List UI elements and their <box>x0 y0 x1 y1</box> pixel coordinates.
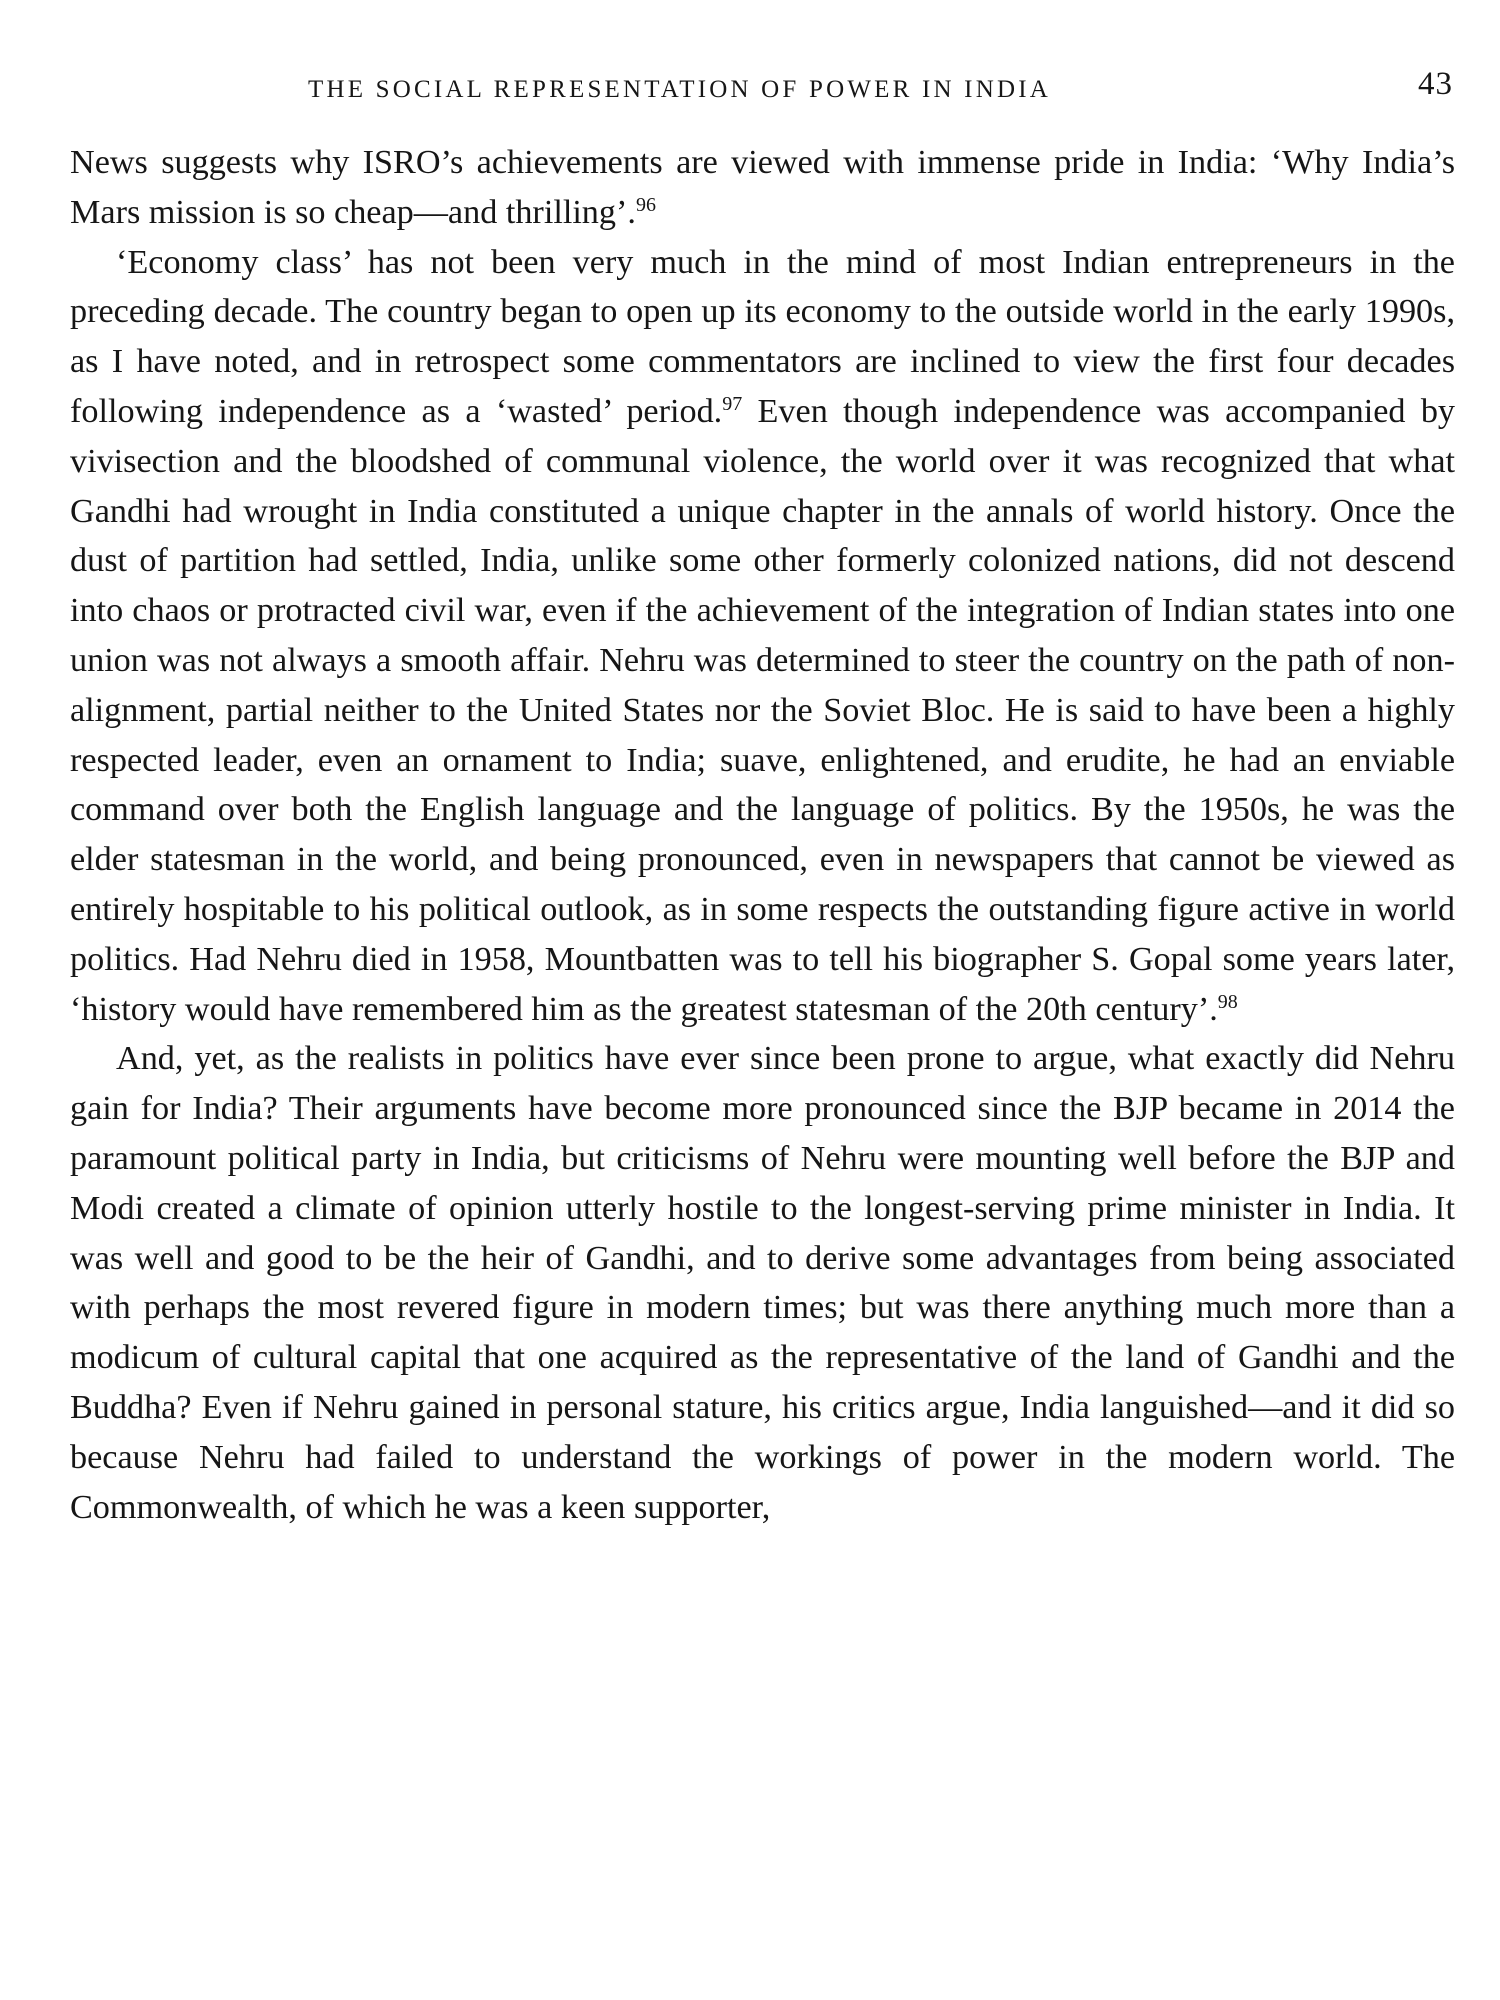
paragraph-2-text-b: Even though independence was accompanied by vivisection and the bloodshed of communal violence, the world over it was recognized that what Gandhi had wrought in India constituted a unique chapter in the annals of world history. Once the dust of partition had settled, India, unlike some other formerly colonized nations, did not descend into chaos or protracted civil war, even if the achievement of the integration of Indian states into one union was not always a smooth affair. Nehru was determined to steer the country on the path of non-alignment, partial neither to the United States nor the Soviet Bloc. He is said to have been a highly respected leader, even an ornament to India; suave, enlightened, and erudite, he had an enviable command over both the English language and the language of politics. By the 1950s, he was the elder statesman in the world, and being pronounced, even in newspapers that cannot be viewed as entirely hospitable to his political outlook, as in some respects the outstanding figure active in world politics. Had Nehru died in 1958, Mountbatten was to tell his biographer S. Gopal some years later, ‘history would have remembered him as the greatest statesman of the 20th century’. <box>70 392 1456 1028</box>
page-number: 43 <box>1418 66 1453 102</box>
paragraph-1 <box>70 138 1455 238</box>
paragraph-2-text-a: ‘Economy class’ has not been very much in the mind of most Indian entrepreneurs in the preceding decade. The country began to open up its economy to the outside world in the early 1990s, as I have noted, and in retrospect some commentators are inclined to view the first four decades following independence as a ‘wasted’ period. <box>70 243 1455 430</box>
running-head: THE SOCIAL REPRESENTATION OF POWER IN INDIA <box>308 76 1051 103</box>
body-text <box>70 138 1455 1532</box>
book-page <box>70 60 1455 1532</box>
footnote-ref-96: 96 <box>635 193 656 216</box>
footnote-ref-97: 97 <box>722 392 743 415</box>
paragraph-3-text: And, yet, as the realists in politics have ever since been prone to argue, what exactly did Nehru gain for India? Their arguments have become more pronounced since the BJP became in 2014 the paramount political party in India, but criticisms of Nehru were mounting well before the BJP and Modi created a climate of opinion utterly hostile to the longest-serving prime minister in India. It was well and good to be the heir of Gandhi, and to derive some advantages from being associated with perhaps the most revered figure in modern times; but was there anything much more than a modicum of cultural capital that one acquired as the representative of the land of Gandhi and the Buddha? Even if Nehru gained in personal stature, his critics argue, India languished—and it did so because Nehru had failed to understand the workings of power in the modern world. The Commonwealth, of which he was a keen supporter, <box>70 1040 1455 1526</box>
paragraph-1-text: News suggests why ISRO’s achievements are viewed with immense pride in India: ‘Why India’s Mars mission is so cheap—and thrilling’. <box>70 144 1455 231</box>
page-header <box>70 60 1455 110</box>
paragraph-3 <box>70 1034 1455 1532</box>
paragraph-2 <box>70 238 1455 1035</box>
footnote-ref-98: 98 <box>1217 990 1238 1013</box>
